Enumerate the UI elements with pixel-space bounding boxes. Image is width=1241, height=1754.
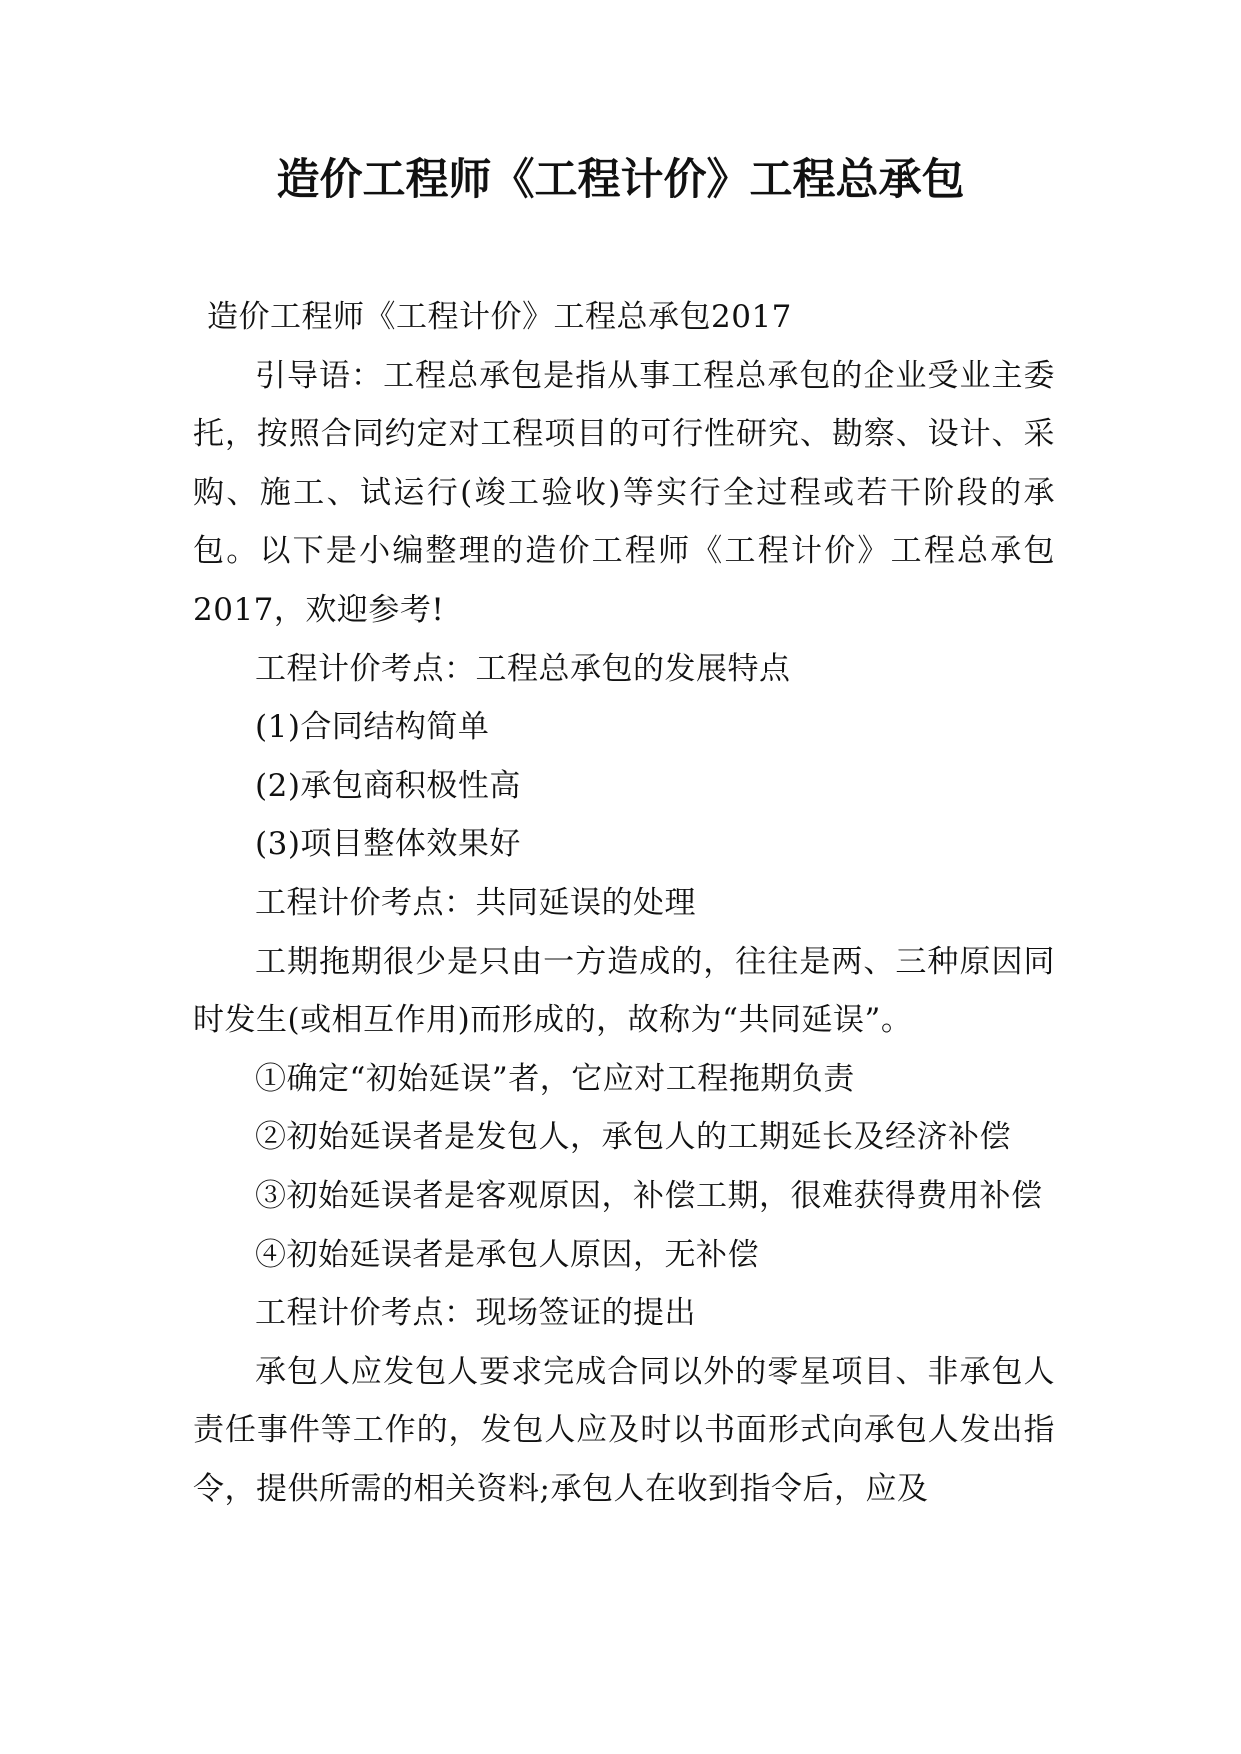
section-heading: 工程计价考点：工程总承包的发展特点 (255, 650, 791, 687)
list-item: (3)项目整体效果好 (255, 826, 521, 863)
body-paragraph: 承包人应发包人要求完成合同以外的零星项目、非承包人责任事件等工作的，发包人应及时以书面形式向承包人发出指令，提供所需的相关资料;承包人在收到指令后，应及 (193, 1353, 1055, 1507)
body-paragraph: 工期拖期很少是只由一方造成的，往往是两、三种原因同时发生(或相互作用)而形成的，故称为“共同延误”。 (193, 943, 1055, 1039)
intro-paragraph: 引导语：工程总承包是指从事工程总承包的企业受业主委托，按照合同约定对工程项目的可行性研究、勘察、设计、采购、施工、试运行(竣工验收)等实行全过程或若干阶段的承包。以下是小编整理的造价工程师《工程计价》工程总承包2017，欢迎参考! (193, 357, 1055, 628)
list-item: ①确定“初始延误”者，它应对工程拖期负责 (255, 1060, 855, 1097)
list-item: ④初始延误者是承包人原因，无补偿 (255, 1236, 759, 1273)
document-subtitle: 造价工程师《工程计价》工程总承包2017 (207, 299, 792, 335)
list-item: (1)合同结构简单 (255, 709, 490, 746)
list-item: (2)承包商积极性高 (255, 767, 521, 804)
section-heading: 工程计价考点：共同延误的处理 (255, 884, 696, 921)
list-item: ②初始延误者是发包人，承包人的工期延长及经济补偿 (255, 1119, 1011, 1156)
section-heading: 工程计价考点：现场签证的提出 (255, 1295, 696, 1332)
list-item: ③初始延误者是客观原因，补偿工期，很难获得费用补偿 (255, 1177, 1043, 1214)
document-title: 造价工程师《工程计价》工程总承包 (276, 155, 965, 205)
document-body (193, 288, 1055, 1518)
